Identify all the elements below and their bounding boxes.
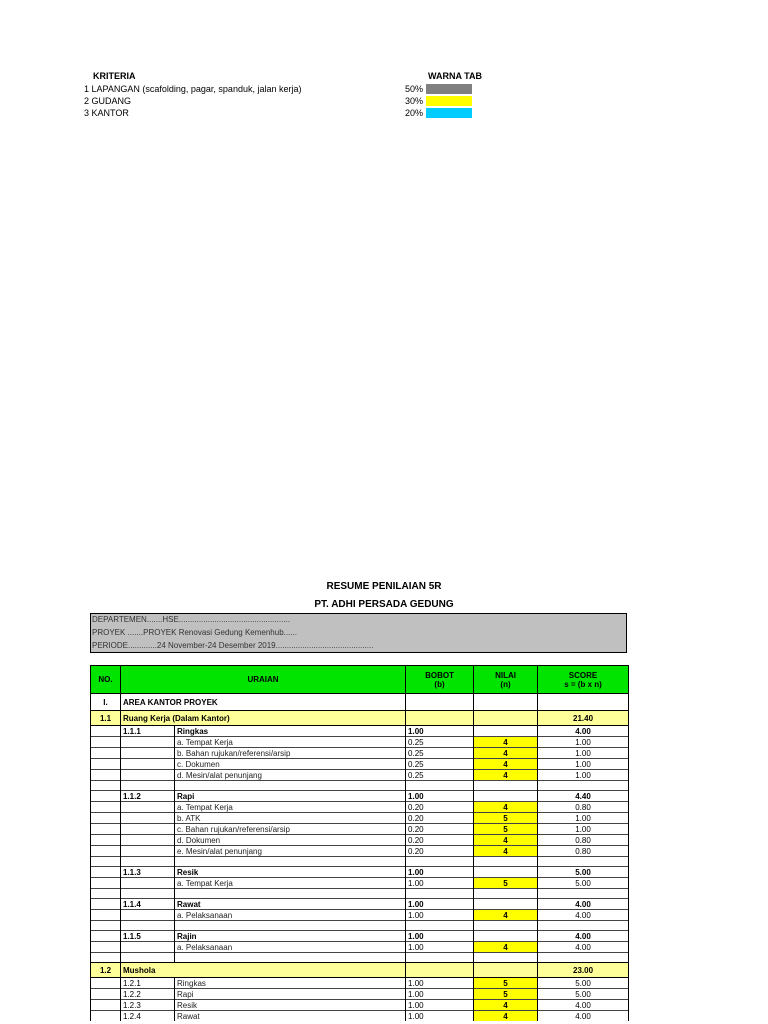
warna-swatch-yellow: [426, 96, 472, 106]
item-score: 4.00: [538, 1000, 629, 1011]
group-score: 4.00: [538, 899, 629, 910]
header-uraian: URAIAN: [121, 666, 406, 694]
group-score: 5.00: [538, 867, 629, 878]
item-bobot: 1.00: [406, 1011, 474, 1022]
group-code: 1.1.5: [121, 931, 175, 942]
group-name: Resik: [175, 867, 406, 878]
item-score: 4.00: [538, 910, 629, 921]
group-score: 4.00: [538, 726, 629, 737]
spacer-row: [91, 857, 629, 867]
table-row: [91, 878, 629, 889]
item-label: c. Dokumen: [175, 759, 406, 770]
group-name: Rapi: [175, 791, 406, 802]
header-score: SCORE s = (b x n): [538, 666, 629, 694]
spacer-row: [91, 921, 629, 931]
item-score: 5.00: [538, 878, 629, 889]
item-score: 4.00: [538, 942, 629, 953]
item-nilai: 4: [474, 910, 538, 921]
section-no: 1.2: [91, 963, 121, 978]
item-nilai: 4: [474, 846, 538, 857]
area-no: I.: [91, 694, 121, 711]
item-score: 1.00: [538, 770, 629, 781]
kriteria-percent-1: 50%: [405, 84, 424, 94]
item-nilai: 4: [474, 802, 538, 813]
item-nilai: 5: [474, 813, 538, 824]
periode-line: PERIODE.............24 November-24 Desember 2019............................................: [92, 641, 374, 650]
spacer-row: [91, 781, 629, 791]
item-score: 4.00: [538, 1011, 629, 1022]
kriteria-item-3: 3 KANTOR: [84, 108, 129, 118]
group-bobot: 1.00: [406, 867, 474, 878]
item-bobot: 1.00: [406, 942, 474, 953]
item-score: 0.80: [538, 802, 629, 813]
kriteria-percent-2: 30%: [405, 96, 424, 106]
section-score: 23.00: [538, 963, 629, 978]
section-row: [91, 963, 629, 978]
item-nilai: 4: [474, 942, 538, 953]
item-score: 5.00: [538, 978, 629, 989]
item-nilai: 4: [474, 759, 538, 770]
group-name: Rawat: [175, 899, 406, 910]
group-code: 1.1.2: [121, 791, 175, 802]
table-row: [91, 748, 629, 759]
header-no: NO.: [91, 666, 121, 694]
item-score: 0.80: [538, 835, 629, 846]
item-code: 1.2.2: [121, 989, 175, 1000]
item-nilai: 4: [474, 1011, 538, 1022]
item-nilai: 4: [474, 748, 538, 759]
group-row: [91, 899, 629, 910]
group-code: 1.1.3: [121, 867, 175, 878]
item-score: 1.00: [538, 813, 629, 824]
table-row: [91, 770, 629, 781]
kriteria-item-label: LAPANGAN (scafolding, pagar, spanduk, jalan kerja): [91, 84, 302, 94]
item-nilai: 4: [474, 1000, 538, 1011]
departemen-line: DEPARTEMEN.......HSE..................................................: [92, 615, 290, 624]
company-name: PT. ADHI PERSADA GEDUNG: [314, 599, 454, 610]
group-bobot: 1.00: [406, 931, 474, 942]
item-label: Ringkas: [175, 978, 406, 989]
proyek-line: PROYEK .......PROYEK Renovasi Gedung Kemenhub......: [92, 628, 297, 637]
kriteria-header: KRITERIA: [93, 71, 136, 81]
item-score: 1.00: [538, 737, 629, 748]
group-score: 4.40: [538, 791, 629, 802]
item-label: a. Pelaksanaan: [175, 910, 406, 921]
table-row: [91, 737, 629, 748]
item-bobot: 0.20: [406, 813, 474, 824]
warna-swatch-gray: [426, 84, 472, 94]
kriteria-item-label: GUDANG: [91, 96, 132, 106]
kriteria-item-label: KANTOR: [91, 108, 129, 118]
item-label: d. Mesin/alat penunjang: [175, 770, 406, 781]
table-header-row: [91, 666, 629, 694]
item-score: 1.00: [538, 748, 629, 759]
section-no: 1.1: [91, 711, 121, 726]
item-label: b. Bahan rujukan/referensi/arsip: [175, 748, 406, 759]
item-code: 1.2.3: [121, 1000, 175, 1011]
item-bobot: 0.20: [406, 835, 474, 846]
table-row: [91, 978, 629, 989]
item-label: a. Pelaksanaan: [175, 942, 406, 953]
item-nilai: 4: [474, 835, 538, 846]
warna-swatch-cyan: [426, 108, 472, 118]
group-row: [91, 931, 629, 942]
kriteria-percent-3: 20%: [405, 108, 424, 118]
group-name: Rajin: [175, 931, 406, 942]
group-name: Ringkas: [175, 726, 406, 737]
item-label: e. Mesin/alat penunjang: [175, 846, 406, 857]
item-bobot: 0.20: [406, 824, 474, 835]
item-bobot: 1.00: [406, 910, 474, 921]
group-code: 1.1.4: [121, 899, 175, 910]
area-row: [91, 694, 629, 711]
table-row: [91, 824, 629, 835]
item-code: 1.2.1: [121, 978, 175, 989]
item-label: Rapi: [175, 989, 406, 1000]
item-bobot: 0.20: [406, 846, 474, 857]
item-label: Resik: [175, 1000, 406, 1011]
item-bobot: 1.00: [406, 989, 474, 1000]
table-row: [91, 813, 629, 824]
group-bobot: 1.00: [406, 791, 474, 802]
item-bobot: 0.20: [406, 802, 474, 813]
header-bobot: BOBOT (b): [406, 666, 474, 694]
item-bobot: 1.00: [406, 978, 474, 989]
table-row: [91, 759, 629, 770]
group-code: 1.1.1: [121, 726, 175, 737]
spacer-row: [91, 953, 629, 963]
item-bobot: 0.25: [406, 770, 474, 781]
item-bobot: 0.25: [406, 737, 474, 748]
item-score: 1.00: [538, 824, 629, 835]
resume-title: RESUME PENILAIAN 5R: [326, 581, 442, 592]
group-row: [91, 867, 629, 878]
kriteria-item-2: 2 GUDANG: [84, 96, 132, 106]
info-box: [90, 613, 627, 653]
group-bobot: 1.00: [406, 899, 474, 910]
item-nilai: 4: [474, 770, 538, 781]
table-row: [91, 802, 629, 813]
item-bobot: 0.25: [406, 748, 474, 759]
item-label: d. Dokumen: [175, 835, 406, 846]
section-label: Mushola: [121, 963, 406, 978]
item-nilai: 5: [474, 978, 538, 989]
penilaian-table: [90, 665, 629, 1021]
group-row: [91, 726, 629, 737]
item-bobot: 0.25: [406, 759, 474, 770]
table-row: [91, 942, 629, 953]
spacer-row: [91, 889, 629, 899]
item-score: 0.80: [538, 846, 629, 857]
header-nilai: NILAI (n): [474, 666, 538, 694]
group-score: 4.00: [538, 931, 629, 942]
item-nilai: 5: [474, 878, 538, 889]
item-label: b. ATK: [175, 813, 406, 824]
item-score: 1.00: [538, 759, 629, 770]
item-label: a. Tempat Kerja: [175, 737, 406, 748]
section-score: 21.40: [538, 711, 629, 726]
item-bobot: 1.00: [406, 1000, 474, 1011]
section-row: [91, 711, 629, 726]
group-bobot: 1.00: [406, 726, 474, 737]
section-label: Ruang Kerja (Dalam Kantor): [121, 711, 406, 726]
item-label: Rawat: [175, 1011, 406, 1022]
item-score: 5.00: [538, 989, 629, 1000]
item-bobot: 1.00: [406, 878, 474, 889]
table-row: [91, 989, 629, 1000]
group-row: [91, 791, 629, 802]
item-label: c. Bahan rujukan/referensi/arsip: [175, 824, 406, 835]
kriteria-item-1: 1 LAPANGAN (scafolding, pagar, spanduk, jalan kerja): [84, 84, 302, 94]
warna-tab-header: WARNA TAB: [428, 71, 482, 81]
table-row: [91, 1011, 629, 1022]
table-row: [91, 846, 629, 857]
item-nilai: 5: [474, 824, 538, 835]
item-label: a. Tempat Kerja: [175, 802, 406, 813]
item-nilai: 4: [474, 737, 538, 748]
item-code: 1.2.4: [121, 1011, 175, 1022]
item-label: a. Tempat Kerja: [175, 878, 406, 889]
area-label: AREA KANTOR PROYEK: [121, 694, 406, 711]
table-row: [91, 1000, 629, 1011]
table-row: [91, 835, 629, 846]
table-row: [91, 910, 629, 921]
item-nilai: 5: [474, 989, 538, 1000]
